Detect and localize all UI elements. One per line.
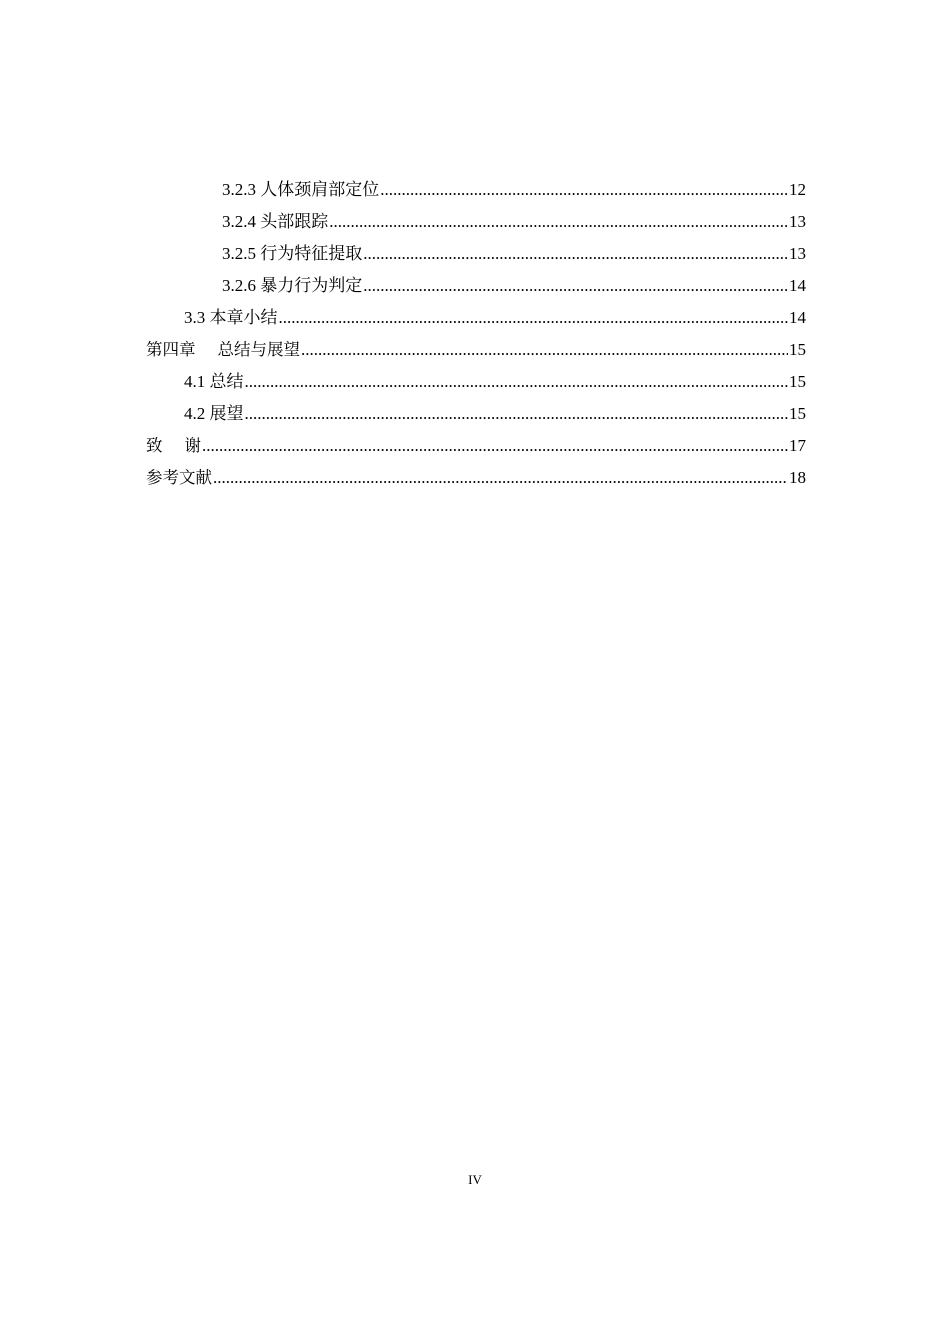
dot-leader	[245, 366, 789, 398]
toc-page-number: 15	[789, 372, 806, 391]
page-footer-number: IV	[468, 1172, 482, 1187]
chapter-name: 总结与展望	[217, 340, 300, 359]
toc-page-number: 13	[789, 212, 806, 231]
dot-leader	[301, 334, 788, 366]
toc-entry-4-2[interactable]	[146, 398, 806, 430]
toc-entry-acknowledgements[interactable]	[146, 430, 806, 462]
toc-entry-title	[146, 430, 201, 462]
dot-leader	[329, 206, 788, 238]
toc-entry-3-3[interactable]	[146, 302, 806, 334]
toc-page-number: 17	[789, 436, 806, 455]
dot-leader	[363, 270, 788, 302]
toc-entry-references[interactable]	[146, 462, 806, 494]
toc-entry-3-2-3[interactable]	[146, 174, 806, 206]
chapter-number: 第四章	[146, 340, 196, 359]
toc-entry-4-1[interactable]	[146, 366, 806, 398]
toc-entry-3-2-5[interactable]	[146, 238, 806, 270]
toc-entry-3-2-4[interactable]	[146, 206, 806, 238]
toc-entry-title: 3.2.5 行为特征提取	[222, 244, 363, 263]
dot-leader	[245, 398, 789, 430]
toc-entry-title	[146, 334, 300, 366]
toc-entry-title: 3.2.4 头部跟踪	[222, 212, 329, 231]
toc-entry-title: 4.1 总结	[184, 372, 244, 391]
toc-entry-title: 3.3 本章小结	[184, 308, 278, 327]
heading-char-1: 致	[146, 436, 163, 455]
heading-char-2: 谢	[184, 436, 201, 455]
toc-page-number: 14	[789, 308, 806, 327]
toc-entry-title: 3.2.6 暴力行为判定	[222, 276, 363, 295]
toc-page-number: 12	[789, 180, 806, 199]
dot-leader	[213, 462, 788, 494]
dot-leader	[380, 174, 788, 206]
toc-page-number: 14	[789, 276, 806, 295]
dot-leader	[279, 302, 789, 334]
toc-page-number: 15	[789, 340, 806, 359]
toc-entry-title: 3.2.3 人体颈肩部定位	[222, 180, 380, 199]
dot-leader	[363, 238, 788, 270]
toc-entry-chapter-4[interactable]	[146, 334, 806, 366]
toc-page-number: 13	[789, 244, 806, 263]
toc-page-number: 18	[789, 468, 806, 487]
toc-entry-3-2-6[interactable]	[146, 270, 806, 302]
toc-entry-title: 参考文献	[146, 468, 212, 487]
toc-entry-title: 4.2 展望	[184, 404, 244, 423]
toc-page-number: 15	[789, 404, 806, 423]
dot-leader	[202, 430, 788, 462]
table-of-contents	[146, 174, 806, 494]
